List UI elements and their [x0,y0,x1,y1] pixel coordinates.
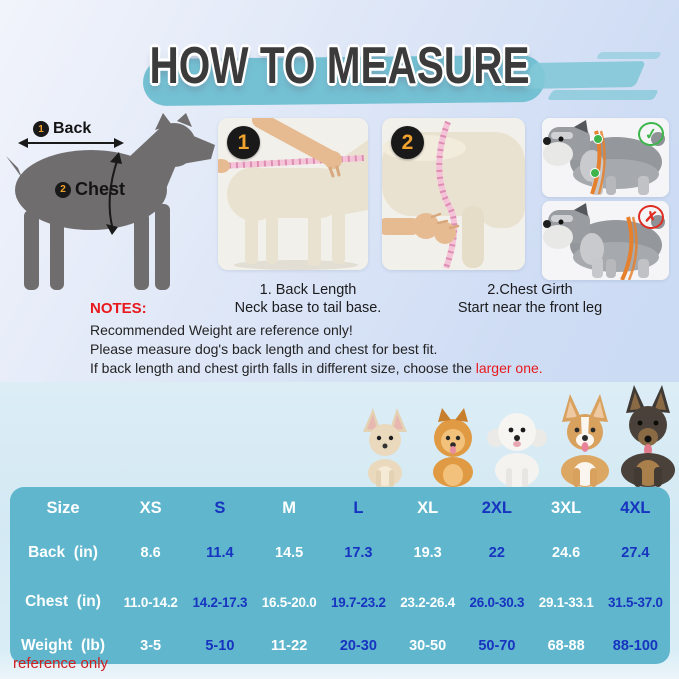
notes-line-3 [90,359,543,378]
weight-3xl: 68-88 [547,638,585,654]
row-label-back: Back (in) [28,544,98,561]
page-title: HOW TO MEASURE [149,37,530,95]
weight-s: 5-10 [205,638,235,654]
back-l: 17.3 [344,545,373,561]
step-2-caption-title: 2.Chest Girth [487,282,573,298]
chest-m: 16.5-20.0 [261,594,317,610]
breed-image-german-shepherd [610,385,679,487]
dog-silhouette-diagram [6,112,218,297]
table-header-size: Size [46,499,80,517]
table-header-xs: XS [139,499,162,517]
back-xs: 8.6 [140,545,161,561]
table-header-s: S [214,499,226,517]
step-1-caption-title: 1. Back Length [259,282,357,298]
chest-s: 14.2-17.3 [192,594,248,610]
chest-xl: 23.2-26.4 [400,594,456,610]
step-1-caption-subtitle: Neck base to tail base. [234,300,382,316]
step-1-badge: 1 [227,126,260,159]
breed-image-pomeranian [424,402,482,487]
back-s: 11.4 [206,545,234,561]
weight-m: 11-22 [270,638,308,654]
check-icon: ✓ [636,120,665,147]
notes-line-2: Please measure dog's back length and chest for best fit. [90,341,438,357]
back-m: 14.5 [275,545,304,561]
notes-line-3-highlight: larger one. [475,360,543,376]
chest-label-text: Chest [75,179,126,199]
notes-line-3-text: If back length and chest girth falls in different size, choose the [90,360,476,376]
back-2xl: 22 [488,545,505,561]
row-label-weight: Weight (lb) [20,637,106,654]
back-measure-label [33,120,91,138]
table-header-3xl: 3XL [550,499,582,517]
chest-l: 19.7-23.2 [330,594,386,610]
chest-xs: 11.0-14.2 [123,594,178,610]
table-header-2xl: 2XL [481,499,512,517]
correct-tape-example-photo [542,118,669,197]
chest-number-badge: 2 [55,182,71,198]
chest-4xl: 31.5-37.0 [607,594,663,610]
chest-measure-label [55,179,125,200]
weight-2xl: 50-70 [478,638,516,654]
weight-reference-footnote: reference only [13,655,109,672]
step-2-caption-subtitle: Start near the front leg [457,300,603,316]
chest-3xl: 29.1-33.1 [538,594,594,610]
chest-2xl: 26.0-30.3 [469,594,525,610]
chest-girth-photo [382,118,525,270]
notes-line-1: Recommended Weight are reference only! [90,322,353,338]
table-header-4xl: 4XL [620,499,651,517]
back-length-photo [218,118,368,270]
table-header-m: M [282,499,296,517]
wrong-tape-example-photo [542,201,669,280]
back-label-text: Back [53,120,92,137]
weight-xs: 3-5 [140,638,162,654]
back-3xl: 24.6 [552,545,581,561]
weight-l: 20-30 [339,638,377,654]
step-2-badge: 2 [391,126,424,159]
notes-block [90,299,543,378]
weight-4xl: 88-100 [612,638,658,654]
back-number-badge: 1 [33,121,49,137]
weight-xl: 30-50 [409,638,447,654]
size-chart-panel [10,487,670,664]
breed-image-chihuahua [357,406,413,487]
size-table [10,487,670,664]
back-xl: 19.3 [413,545,442,561]
table-header-xl: XL [417,499,439,517]
breed-image-bichon [486,398,548,487]
back-4xl: 27.4 [621,545,650,561]
row-label-chest: Chest (in) [25,593,101,610]
notes-heading: NOTES: [90,300,147,317]
brush-streak-3 [596,52,662,59]
cross-icon: ✗ [636,203,665,230]
table-header-l: L [353,499,364,517]
